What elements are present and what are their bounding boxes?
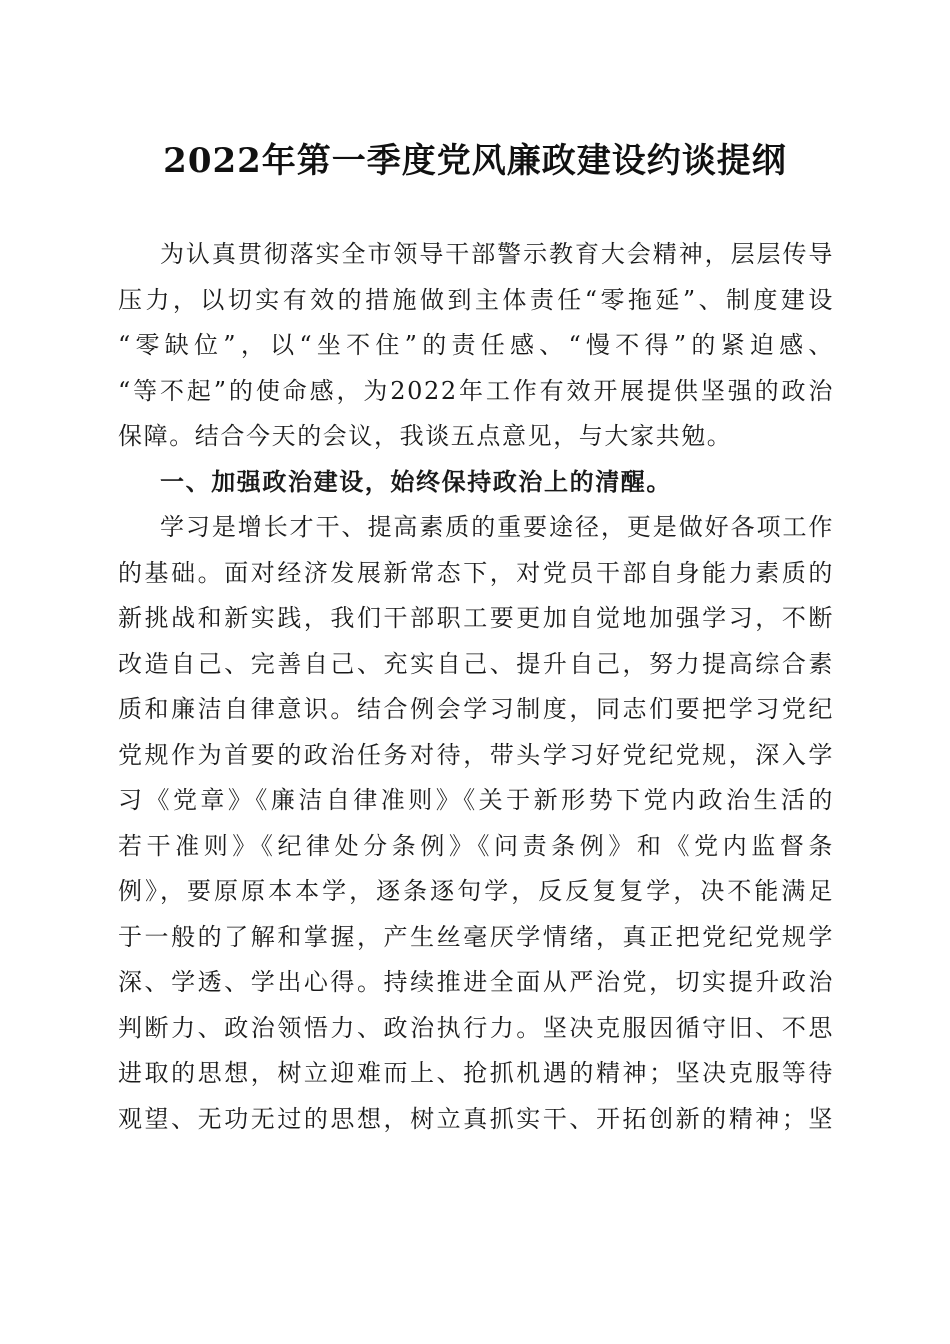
text-line: 党规作为首要的政治任务对待，带头学习好党纪党规，深入学 bbox=[118, 740, 834, 769]
text-line: 保障。结合今天的会议，我谈五点意见，与大家共勉。 bbox=[118, 422, 733, 450]
text-line: 压力，以切实有效的措施做到主体责任“零拖延”、制度建设 bbox=[118, 285, 834, 314]
text-line: 深、学透、学出心得。持续推进全面从严治党，切实提升政治 bbox=[118, 968, 834, 996]
text-line: 新挑战和新实践，我们干部职工要更加自觉地加强学习，不断 bbox=[118, 604, 834, 632]
text-line: 进取的思想，树立迎难而上、抢抓机遇的精神；坚决克服等待 bbox=[118, 1059, 834, 1087]
text-line: “等不起”的使命感，为2022年工作有效开展提供坚强的政治 bbox=[118, 376, 834, 405]
text-line: 例》，要原原本本学，逐条逐句学，反反复复学，决不能满足 bbox=[118, 877, 834, 905]
text-line: 学习是增长才干、提高素质的重要途径，更是做好各项工作 bbox=[160, 513, 834, 541]
section-heading: 一、加强政治建设，始终保持政治上的清醒。 bbox=[160, 467, 672, 496]
text-line: “零缺位”，以“坐不住”的责任感、“慢不得”的紧迫感、 bbox=[118, 331, 834, 359]
text-line: 若干准则》《纪律处分条例》《问责条例》和《党内监督条 bbox=[118, 831, 834, 860]
text-line: 为认真贯彻落实全市领导干部警示教育大会精神，层层传导 bbox=[160, 240, 834, 268]
document-body bbox=[118, 232, 834, 1142]
paragraph-study bbox=[118, 505, 834, 1142]
text-line: 习《党章》《廉洁自律准则》《关于新形势下党内政治生活的 bbox=[118, 786, 834, 814]
text-line: 改造自己、完善自己、充实自己、提升自己，努力提高综合素 bbox=[118, 649, 834, 678]
document-title: 2022年第一季度党风廉政建设约谈提纲 bbox=[163, 141, 787, 181]
text-line: 判断力、政治领悟力、政治执行力。坚决克服因循守旧、不思 bbox=[118, 1013, 834, 1042]
text-line: 的基础。面对经济发展新常态下，对党员干部自身能力素质的 bbox=[118, 558, 834, 587]
text-line: 质和廉洁自律意识。结合例会学习制度，同志们要把学习党纪 bbox=[118, 695, 834, 723]
text-line: 于一般的了解和掌握，产生丝毫厌学情绪，真正把党纪党规学 bbox=[118, 922, 834, 951]
text-line: 观望、无功无过的思想，树立真抓实干、开拓创新的精神；坚 bbox=[118, 1104, 834, 1133]
paragraph-intro bbox=[118, 232, 834, 460]
